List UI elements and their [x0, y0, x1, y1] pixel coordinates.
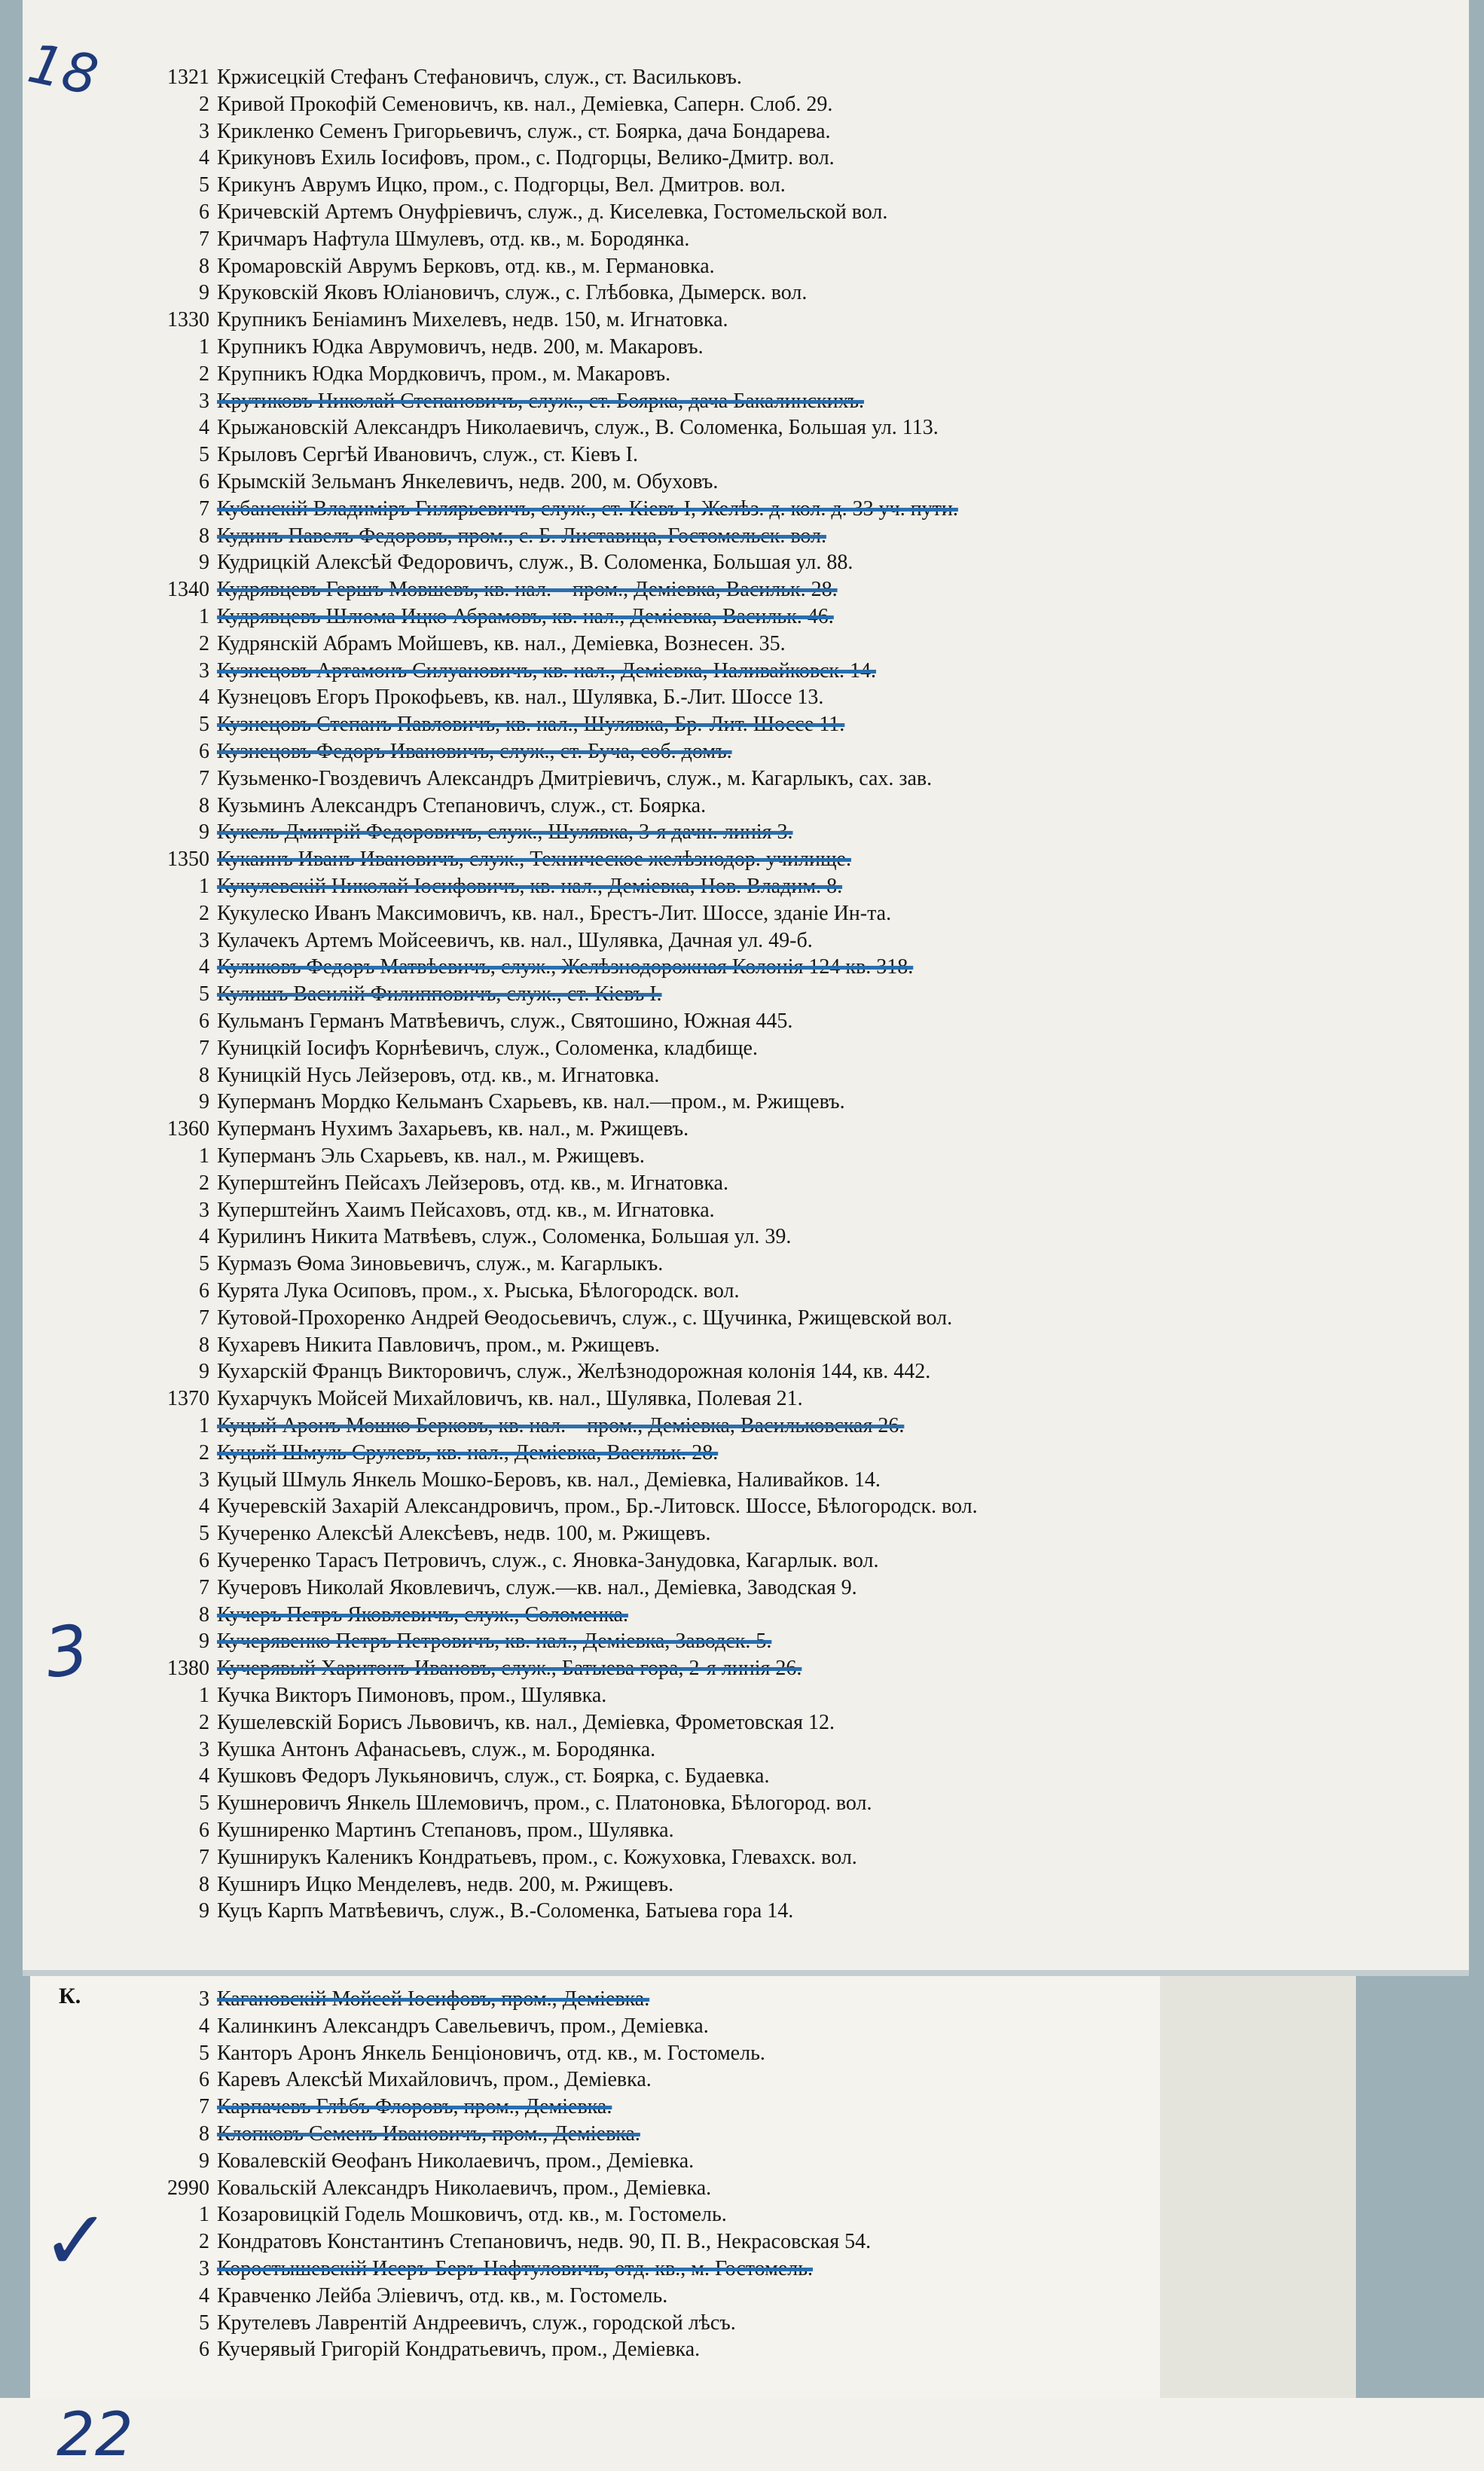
page-edge [23, 1970, 1469, 1976]
entry-text: Каревъ Алексѣй Михайловичъ, пром., Деміевка. [217, 2068, 652, 2092]
entry-number: 1360 [167, 1117, 209, 1141]
entry-number: 7 [199, 2095, 209, 2119]
entry-number: 1330 [167, 308, 209, 332]
entry-text: Куницкій Нусь Лейзеровъ, отд. кв., м. Игнатовка. [217, 1063, 660, 1087]
entry-text: Курилинъ Никита Матвѣевъ, служ., Соломенка, Большая ул. 39. [217, 1225, 792, 1249]
entry-number: 7 [199, 1575, 209, 1599]
entry-text: Козаровицкій Годель Мошковичъ, отд. кв., м. Гостомель. [217, 2203, 727, 2227]
entry-number: 1 [199, 605, 209, 628]
entry-number: 8 [199, 1333, 209, 1357]
margin-note-bottom: 22 [56, 2399, 133, 2469]
entry-number: 5 [199, 2041, 209, 2065]
entry-text: Крыловъ Сергѣй Ивановичъ, служ., ст. Кіевъ I. [217, 443, 638, 467]
entry-text: Кричевскій Артемъ Онуфріевичъ, служ., д. Киселевка, Гостомельской вол. [217, 200, 888, 224]
entry-text: Кудрицкій Алексѣй Федоровичъ, служ., В. Соломенка, Большая ул. 88. [217, 551, 853, 575]
entry-text: Куцый Аронъ Мошко Берковъ, кв. нал.—пром., Деміевка, Васильковская 26. [217, 1414, 905, 1437]
entry-text: Крупникъ Юдка Мордковичъ, пром., м. Макаровъ. [217, 362, 671, 386]
entry-number: 4 [199, 2014, 209, 2038]
entry-text: Кудрянскій Абрамъ Мойшевъ, кв. нал., Деміевка, Вознесен. 35. [217, 631, 786, 655]
entry-text: Кучка Викторъ Пимоновъ, пром., Шулявка. [217, 1684, 607, 1707]
entry-number: 3 [199, 389, 209, 413]
lower-margin [0, 2398, 1484, 2471]
entry-text: Кульманъ Германъ Матвѣевичъ, служ., Святошино, Южная 445. [217, 1009, 793, 1033]
entry-text: Кушнеровичъ Янкель Шлемовичъ, пром., с. Платоновка, Бѣлогород. вол. [217, 1791, 872, 1816]
entry-text: Кудрявцевъ Шлюма Ицко Абрамовъ, кв. нал., Деміевка, Васильк. 46. [217, 605, 834, 628]
entry-number: 4 [199, 1225, 209, 1249]
entry-number: 8 [199, 1872, 209, 1896]
entry-number: 1321 [167, 66, 209, 89]
entry-number: 5 [199, 1522, 209, 1546]
entry-number: 1340 [167, 578, 209, 602]
entry-text: Куцый Шмуль Срулевъ, кв. нал., Деміевка, Васильк. 28. [217, 1440, 719, 1465]
entry-text: Кушелевскій Борисъ Львовичъ, кв. нал., Деміевка, Фрометовская 12. [217, 1710, 835, 1734]
entry-number: 5 [199, 713, 209, 737]
entry-number: 1 [199, 2203, 209, 2227]
entry-text: Куликовъ Федоръ Матвѣевичъ, служ., Желѣзнодорожная Колонія 124 кв. 318. [217, 955, 914, 979]
entry-number: 7 [199, 496, 209, 521]
entry-text: Кулачекъ Артемъ Мойсеевичъ, кв. нал., Шулявка, Дачная ул. 49-б. [217, 928, 813, 952]
entry-number: 3 [199, 928, 209, 952]
entry-text: Канторъ Аронъ Янкель Бенціоновичъ, отд. кв., м. Гостомель. [217, 2041, 765, 2065]
entry-text: Кузнецовъ Федоръ Ивановичъ, служ., ст. Буча, соб. домъ. [217, 740, 732, 763]
entry-text: Крупникъ Юдка Аврумовичъ, недв. 200, м. Макаровъ. [217, 335, 704, 359]
entry-number: 5 [199, 1791, 209, 1816]
entry-text: Куперштейнъ Пейсахъ Лейзеровъ, отд. кв., м. Игнатовка. [217, 1171, 728, 1195]
entry-number: 3 [199, 119, 209, 143]
entry-number: 6 [199, 740, 209, 763]
entry-number: 9 [199, 820, 209, 845]
check-mark: ✓ [41, 2192, 111, 2289]
entry-text: Кучеревскій Захарій Александровичъ, пром., Бр.-Литовск. Шоссе, Бѣлогородск. вол. [217, 1495, 978, 1519]
entry-text: Кушниренко Мартинъ Степановъ, пром., Шулявка. [217, 1819, 674, 1842]
entry-text: Крымскій Зельманъ Янкелевичъ, недв. 200, м. Обуховъ. [217, 470, 719, 493]
entry-text: Крикуновъ Ехиль Іосифовъ, пром., с. Подгорцы, Велико-Дмитр. вол. [217, 146, 835, 170]
entry-number: 8 [199, 254, 209, 278]
entry-number: 4 [199, 955, 209, 979]
entry-text: Кондратовъ Константинъ Степановичъ, недв. 90, П. В., Некрасовская 54. [217, 2230, 872, 2254]
entry-number: 5 [199, 443, 209, 467]
entry-number: 6 [199, 1819, 209, 1842]
entry-text: Крыжановскій Александръ Николаевичъ, служ., В. Соломенка, Большая ул. 113. [217, 416, 939, 440]
entry-text: Курмазъ Ѳома Зиновьевичъ, служ., м. Кагарлыкъ. [217, 1252, 664, 1276]
entry-number: 7 [199, 227, 209, 251]
slip-section-letter: К. [59, 1984, 81, 2008]
entry-number: 6 [199, 2068, 209, 2092]
entry-text: Крутиковъ Николай Степановичъ, служ., ст. Боярка, дача Бакалинскихъ. [217, 389, 865, 413]
entry-text: Калинкинъ Александръ Савельевичъ, пром., Деміевка. [217, 2014, 709, 2038]
entry-text: Кучеренко Тарасъ Петровичъ, служ., с. Яновка-Занудовка, Кагарлык. вол. [217, 1549, 879, 1572]
margin-note-top: 18 [23, 31, 104, 108]
entry-text: Кучеръ Петръ Яковлевичъ, служ., Соломенка. [217, 1602, 628, 1626]
entry-number: 1350 [167, 848, 209, 872]
entry-text: Кушковъ Федоръ Лукьяновичъ, служ., ст. Боярка, с. Будаевка. [217, 1764, 770, 1788]
entry-number: 5 [199, 1252, 209, 1276]
entry-text: Кузнецовъ Егоръ Прокофьевъ, кв. нал., Шулявка, Б.-Лит. Шоссе 13. [217, 686, 824, 710]
entry-text: Кушка Антонъ Афанасьевъ, служ., м. Бородянка. [217, 1737, 656, 1761]
entry-number: 5 [199, 982, 209, 1006]
entry-text: Кушнирукъ Каленикъ Кондратьевъ, пром., с. Кожуховка, Глевахск. вол. [217, 1845, 857, 1869]
entry-text: Кубанскій Владиміръ Гилярьевичъ, служ., ст. Кіевъ I, Желѣз. д. кол. д. 33 уч. пути. [217, 496, 958, 521]
entry-text: Кукулевскій Николай Іосифовичъ, кв. нал., Деміевка, Нов. Владим. 8. [217, 875, 843, 898]
entry-number: 8 [199, 524, 209, 548]
entry-number: 1 [199, 335, 209, 359]
entry-number: 2 [199, 362, 209, 386]
entry-number: 9 [199, 1899, 209, 1923]
entry-text: Кржисецкій Стефанъ Стефановичъ, служ., ст. Васильковъ. [217, 66, 742, 89]
margin-note-mid: 3 [39, 1609, 94, 1694]
entry-number: 4 [199, 416, 209, 440]
entry-text: Кучеренко Алексѣй Алексѣевъ, недв. 100, м. Ржищевъ. [217, 1522, 711, 1546]
entry-number: 9 [199, 1090, 209, 1114]
entry-text: Куперманъ Нухимъ Захарьевъ, кв. нал., м. Ржищевъ. [217, 1117, 689, 1141]
entry-number: 4 [199, 2283, 209, 2308]
entry-text: Кухаревъ Никита Павловичъ, пром., м. Ржищевъ. [217, 1333, 660, 1357]
entry-text: Куперманъ Эль Схарьевъ, кв. нал., м. Ржищевъ. [217, 1144, 645, 1168]
entry-number: 7 [199, 766, 209, 790]
entry-number: 7 [199, 1306, 209, 1330]
entry-text: Кравченко Лейба Эліевичъ, отд. кв., м. Гостомель. [217, 2283, 668, 2308]
entry-text: Кудинъ Павелъ Федоровъ, пром., с. Б. Листавица, Гостомельск. вол. [217, 524, 826, 548]
entry-text: Кучерявый Григорій Кондратьевичъ, пром., Деміевка. [217, 2338, 701, 2362]
entry-text: Курята Лука Осиповъ, пром., х. Рыська, Бѣлогородск. вол. [217, 1279, 740, 1303]
entry-number: 1380 [167, 1657, 209, 1681]
entry-text: Крикленко Семенъ Григорьевичъ, служ., ст. Боярка, дача Бондарева. [217, 119, 831, 143]
entry-text: Кучеровъ Николай Яковлевичъ, служ.—кв. нал., Деміевка, Заводская 9. [217, 1575, 857, 1599]
entry-text: Кукулеско Иванъ Максимовичъ, кв. нал., Брестъ-Лит. Шоссе, зданіе Ин-та. [217, 901, 892, 925]
entry-text: Кузнецовъ Степанъ Павловичъ, кв. нал., Шулявка, Бр.-Лит. Шоссе 11. [217, 713, 845, 737]
entry-number: 1 [199, 1144, 209, 1168]
entry-number: 9 [199, 281, 209, 305]
entry-number: 4 [199, 1495, 209, 1519]
entry-text: Кучерявый Харитонъ Ивановъ, служ., Батыева гора, 2-я линія 26. [217, 1657, 802, 1681]
entry-text: Кухарскій Францъ Викторовичъ, служ., Желѣзнодорожная колонія 144, кв. 442. [217, 1360, 931, 1384]
entry-text: Ковальскій Александръ Николаевичъ, пром., Деміевка. [217, 2176, 712, 2200]
entry-number: 4 [199, 146, 209, 170]
entry-number: 6 [199, 2338, 209, 2362]
entry-text: Кузьминъ Александръ Степановичъ, служ., ст. Боярка. [217, 793, 707, 817]
entry-number: 9 [199, 1360, 209, 1384]
entry-text: Кучерявенко Петръ Петровичъ, кв. нал., Деміевка, Заводск. 5. [217, 1630, 772, 1654]
entry-text: Кудрявцевъ Гершъ Мовшевъ, кв. нал.—пром., Деміевка, Васильк. 28. [217, 578, 838, 602]
entry-number: 5 [199, 173, 209, 197]
entry-text: Куцъ Карпъ Матвѣевичъ, служ., В.-Соломенка, Батыева гора 14. [217, 1899, 794, 1923]
entry-number: 7 [199, 1036, 209, 1060]
entry-number: 6 [199, 1009, 209, 1033]
entry-text: Коростышевскій Исеръ-Беръ Нафтуловичъ, отд. кв., м. Гостомель. [217, 2257, 814, 2280]
slip-fold [1160, 1976, 1356, 2398]
entry-number: 1 [199, 875, 209, 898]
entry-text: Кухарчукъ Мойсей Михайловичъ, кв. нал., Шулявка, Полевая 21. [217, 1387, 803, 1411]
entry-number: 2 [199, 1171, 209, 1195]
entry-number: 2 [199, 92, 209, 116]
entry-number: 2 [199, 1710, 209, 1734]
entry-number: 7 [199, 1845, 209, 1869]
entry-number: 2 [199, 1440, 209, 1465]
entry-number: 1370 [167, 1387, 209, 1411]
entry-number: 6 [199, 200, 209, 224]
entry-text: Кривой Прокофій Семеновичъ, кв. нал., Деміевка, Саперн. Слоб. 29. [217, 92, 833, 116]
entry-number: 2 [199, 2230, 209, 2254]
entry-text: Кушниръ Ицко Менделевъ, недв. 200, м. Ржищевъ. [217, 1872, 674, 1896]
entry-text: Куперштейнъ Хаимъ Пейсаховъ, отд. кв., м. Игнатовка. [217, 1198, 715, 1222]
entry-text: Кулишъ Василій Филипповичъ, служ., ст. Кіевъ I. [217, 982, 662, 1006]
entry-number: 6 [199, 1279, 209, 1303]
entry-number: 2 [199, 901, 209, 925]
entry-number: 1 [199, 1684, 209, 1707]
entry-number: 6 [199, 1549, 209, 1572]
entry-text: Кукель Дмитрій Федоровичъ, служ., Шулявка, 3-я дачн. линія 3. [217, 820, 793, 845]
entry-text: Клопковъ Семенъ Ивановичъ, пром., Деміевка. [217, 2122, 640, 2146]
entry-text: Кузнецовъ Артамонъ Силуановичъ, кв. нал., Деміевка, Наливайковск. 14. [217, 658, 876, 683]
entry-number: 3 [199, 1737, 209, 1761]
entry-number: 8 [199, 793, 209, 817]
entry-number: 1 [199, 1414, 209, 1437]
entry-text: Крупникъ Беніаминъ Михелевъ, недв. 150, м. Игнатовка. [217, 308, 728, 332]
entry-text: Круковскій Яковъ Юліановичъ, служ., с. Глѣбовка, Дымерск. вол. [217, 281, 808, 305]
entry-number: 4 [199, 686, 209, 710]
entry-number: 3 [199, 1987, 209, 2011]
entry-text: Куницкій Іосифъ Корнѣевичъ, служ., Соломенка, кладбище. [217, 1036, 758, 1060]
entry-number: 3 [199, 1468, 209, 1492]
entry-text: Кузьменко-Гвоздевичъ Александръ Дмитріевичъ, служ., м. Кагарлыкъ, сах. зав. [217, 766, 933, 790]
entry-number: 8 [199, 2122, 209, 2146]
entry-text: Кукаинъ Иванъ Ивановичъ, служ., Техническое желѣзнодор. училище. [217, 848, 851, 872]
entry-number: 3 [199, 1198, 209, 1222]
entry-text: Крикунъ Аврумъ Ицко, пром., с. Подгорцы, Вел. Дмитров. вол. [217, 173, 786, 197]
entry-number: 8 [199, 1602, 209, 1626]
entry-text: Кутовой-Прохоренко Андрей Ѳеодосьевичъ, служ., с. Щучинка, Ржищевской вол. [217, 1306, 953, 1330]
entry-number: 3 [199, 2257, 209, 2280]
entry-text: Кагановскій Мойсей Іосифовъ, пром., Деміевка. [217, 1987, 650, 2011]
entry-text: Куперманъ Мордко Кельманъ Схарьевъ, кв. нал.—пром., м. Ржищевъ. [217, 1090, 845, 1114]
entry-text: Ковалевскій Ѳеофанъ Николаевичъ, пром., Деміевка. [217, 2149, 695, 2173]
entry-text: Куцый Шмуль Янкель Мошко-Беровъ, кв. нал., Деміевка, Наливайков. 14. [217, 1468, 881, 1492]
entry-number: 2 [199, 631, 209, 655]
entry-text: Кричмаръ Нафтула Шмулевъ, отд. кв., м. Бородянка. [217, 227, 690, 251]
entry-text: Кромаровскій Аврумъ Берковъ, отд. кв., м. Германовка. [217, 254, 715, 278]
entry-number: 9 [199, 2149, 209, 2173]
entry-number: 2990 [167, 2176, 209, 2200]
entry-number: 8 [199, 1063, 209, 1087]
entry-number: 4 [199, 1764, 209, 1788]
entry-text: Крутелевъ Лаврентій Андреевичъ, служ., городской лѣсъ. [217, 2311, 736, 2335]
entry-number: 9 [199, 551, 209, 575]
entry-number: 3 [199, 658, 209, 683]
entry-number: 5 [199, 2311, 209, 2335]
entry-number: 9 [199, 1630, 209, 1654]
entry-number: 6 [199, 470, 209, 493]
entry-text: Карпачевъ Глѣбъ Флоровъ, пром., Деміевка. [217, 2095, 612, 2119]
